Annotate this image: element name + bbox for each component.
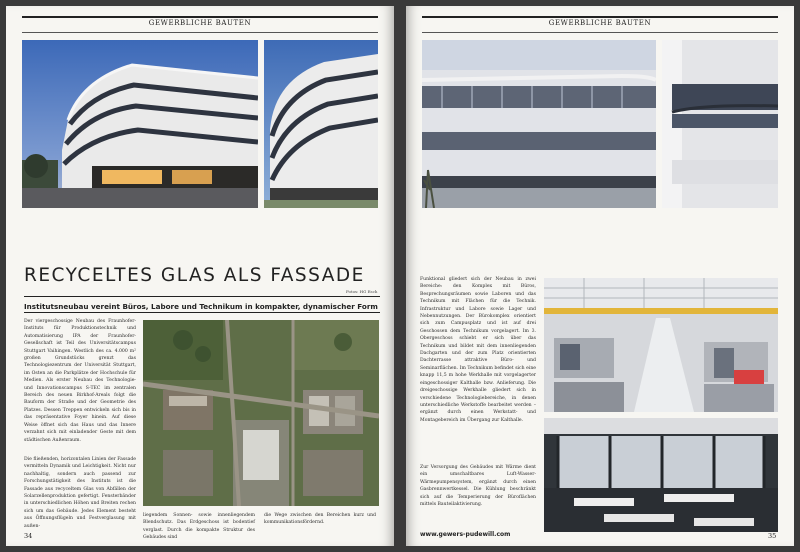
page-number-right: 35 [768,532,777,540]
body-right-para2: Zur Versorgung des Gebäudes mit Wärme dient ein umschaltbares Luft-Wasser-Wärmepumpensystem, ergänzt durch einen Gasbrennwertkessel. Die Kühlung beschränkt sich auf die Temperierung der Büroflächen mittels Bauteilaktivierung. [420,465,536,508]
body-col2: liegendem Sonnen- sowie innenliegendem Blendschutz. Das Erdgeschoss ist bodentief verglast. Durch die kompakte Struktur des Gebäudes sind [143,513,255,541]
left-page [6,6,394,546]
section-header-label: GEWERBLICHE BAUTEN [548,19,652,27]
photo-office-interior [544,418,778,532]
photo-corner-detail [662,40,778,208]
body-right-para1: Funktional gliedert sich der Neubau in zwei Bereiche: den Komplex mit Büros, Besprechungsräumen sowie Laboren und das Technikum mit Flächen für die Technik. Infrastruktur und Labore sowie Lager und Nebennutzungen. Der Bürokomplex orientiert sich zum Campusplatz und ist auf drei Geschossen dem Technikum vorgelagert. Im 3. Obergeschoss schiebt er sich über das Technikum und bildet mit dem innenliegenden Dachgarten und der zum Platz orientierten Dachterrasse attraktive Büro- und Seminarflächen. Im Technikum befindet sich eine knapp 11,5 m hohe Werkhalle mit vorgelagerter eingeschossiger Kalthalle bzw. Anlieferung. Die dreigeschossige Werkhalle gliedert sich in verschiedene Technologiebereiche, in denen unterschiedliche Werkstoffe bearbeitet werden – ergänzt durch einen Werkstatt- und Montagebereich im Übergang zur Kalthalle. [420,277,536,423]
photo-technikum-hall [544,278,778,412]
photo-building-facade [264,40,378,208]
body-col1-para2: Die fließenden, horizontalen Linien der Fassade vermitteln Dynamik und Leichtigkeit. Nicht nur nachhaltig, sondern auch passend zur Forschungstätigkeit des Instituts ist die Fassade aus recyceltem Glas von Abfällen der Solarzellenproduktion gefertigt. Fensterbänder in unterschiedlichen Höhen und Breiten rechen sich um das Gebäude. Jedes Element besteht aus Öffnungsflügeln und Festverglasung mit außen- [24,457,136,529]
right-page [406,6,794,546]
section-header [22,16,378,33]
section-header [422,16,778,33]
section-header-label: GEWERBLICHE BAUTEN [148,19,252,27]
photo-credit: Fotos: HG Esch [346,289,378,294]
title-rule [24,296,380,297]
subtitle-rule [24,312,380,313]
page-number-left: 34 [24,532,33,540]
article-subtitle: Institutsneubau vereint Büros, Labore und Technikum in kompakter, dynamischer Form [24,302,378,311]
body-col3: die Wege zwischen den Bereichen kurz und kommunikationsfördernd. [264,513,376,526]
photo-aerial-view [143,320,379,506]
article-title: RECYCELTES GLAS ALS FASSADE [24,265,365,287]
photo-facade-bands [422,40,656,208]
architect-url[interactable]: www.gewers-pudewill.com [420,531,511,538]
body-col1-para1: Der viergeschossige Neubau des Fraunhofer-Instituts für Produktionstechnik und Automatisierung IPA der Fraunhofer-Gesellschaft ist Teil des Universitätscampus Stuttgart Vaihingen. Westlich des ca. 4.000 m² großen Grundstücks grenzt das Technologiezentrum der Universität Stuttgart, im Osten an die Parkplätze der Hochschule für Medien. Als erster Neubau des Technologie- und Innovationscampus S-TEC im zentralen Bereich des neuen Birkhof-Areals folgt die Bauform der Straße und der Geometrie des Platzes. Dessen Treppen entwickeln sich bis in das repräsentative Foyer hinein. Auf diese Weise öffnet sich das Haus und das Innere verzahnt sich mit einladender Geste mit dem städtischen Außenraum. [24,319,136,443]
photo-building-dusk [22,40,258,208]
